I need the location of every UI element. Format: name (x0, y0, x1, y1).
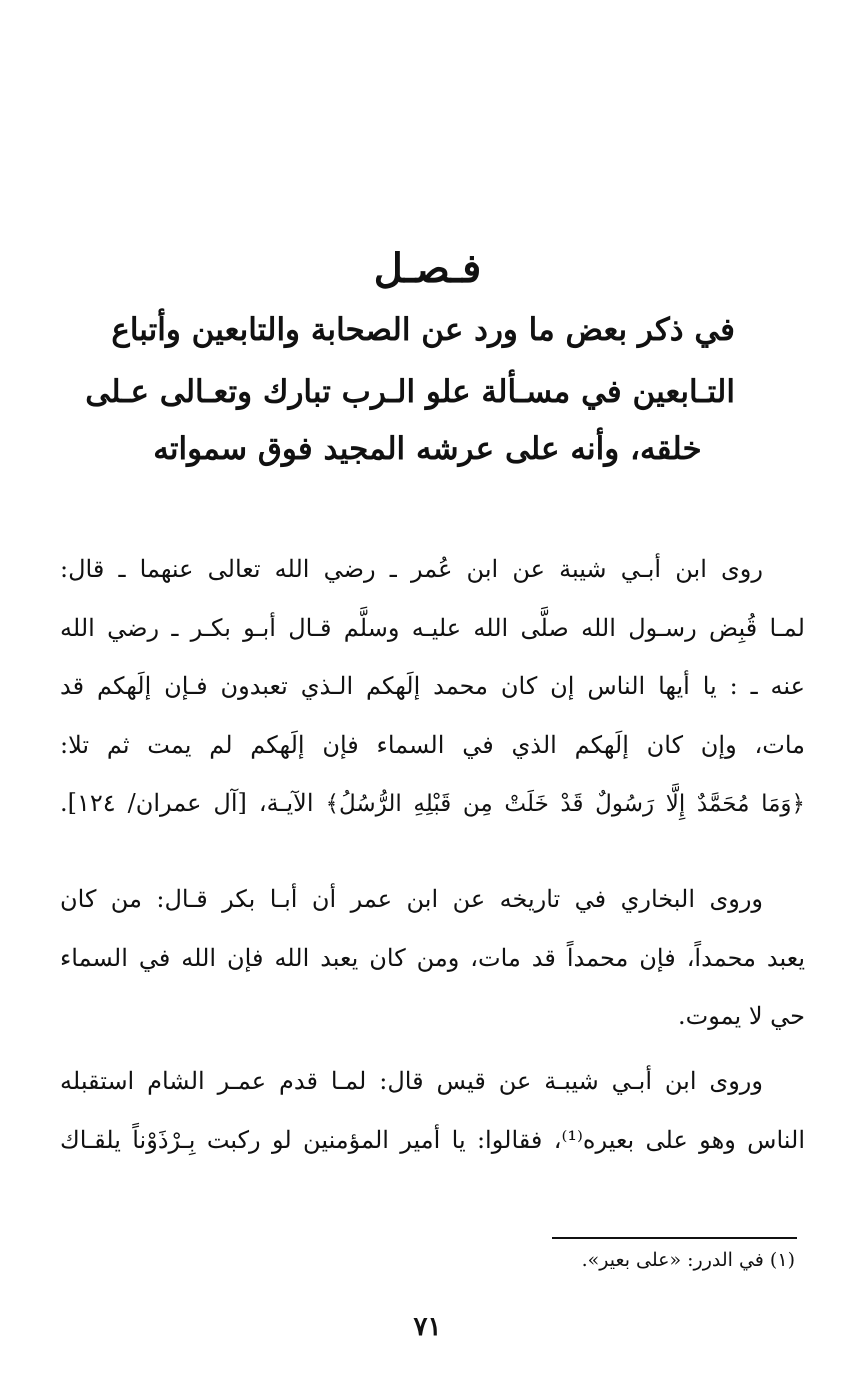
footnote: (١) في الدرر: «على بعير». (581, 1249, 795, 1271)
text-line: وروى ابن أبـي شيبـة عن قيس قال: لمـا قدم عمـر الشام استقبله (60, 1067, 763, 1095)
paragraph (60, 870, 805, 1046)
section-heading: فـصـل (373, 245, 482, 292)
footnote-divider (552, 1237, 797, 1239)
verse-line (60, 774, 805, 833)
section-title-line: في ذكر بعض ما ورد عن الصحابة والتابعين وأتباع (111, 312, 735, 348)
text-line: يعبد محمداً، فإن محمداً قد مات، ومن كان يعبد الله فإن الله في السماء (60, 943, 805, 972)
text-line: وروى البخاري في تاريخه عن ابن عمر أن أبـا بكر قـال: من كان (60, 885, 763, 913)
quran-verse: ﴿وَمَا مُحَمَّدٌ إِلَّا رَسُولٌ قَدْ خَلَتْ مِن قَبْلِهِ الرُّسُلُ﴾ (325, 791, 805, 817)
page-number: ٧١ (413, 1312, 442, 1342)
text-line: روى ابن أبـي شيبة عن ابن عُمر ـ رضي الله تعالى عنهما ـ قال: (60, 555, 763, 583)
verse-reference: الآيـة، [آل عمران/ ١٢٤]. (60, 789, 314, 817)
paragraph (60, 540, 805, 833)
section-title-line: خلقه، وأنه على عرشه المجيد فوق سمواته (153, 431, 702, 467)
section-title-line: التـابعين في مسـألة علو الـرب تبارك وتعـالى عـلى (85, 374, 735, 410)
text-line: مات، وإن كان إلَهكم الذي في السماء فإن إلَهكم لم يمت ثم تلا: (60, 730, 805, 759)
text-line: حي لا يموت. (678, 1002, 805, 1030)
paragraph (60, 1052, 805, 1169)
text-line: الناس وهو على بعيره⁽¹⁾، فقالوا: يا أمير المؤمنين لو ركبت بِـرْذَوْناً يلقـاك (60, 1125, 805, 1154)
text-line: عنه ـ : يا أيها الناس إن كان محمد إلَهكم الـذي تعبدون فـإن إلَهكم قد (60, 672, 805, 700)
text-line: لمـا قُبِض رسـول الله صلَّى الله عليـه وسلَّم قـال أبـو بكـر ـ رضي الله (60, 613, 805, 642)
